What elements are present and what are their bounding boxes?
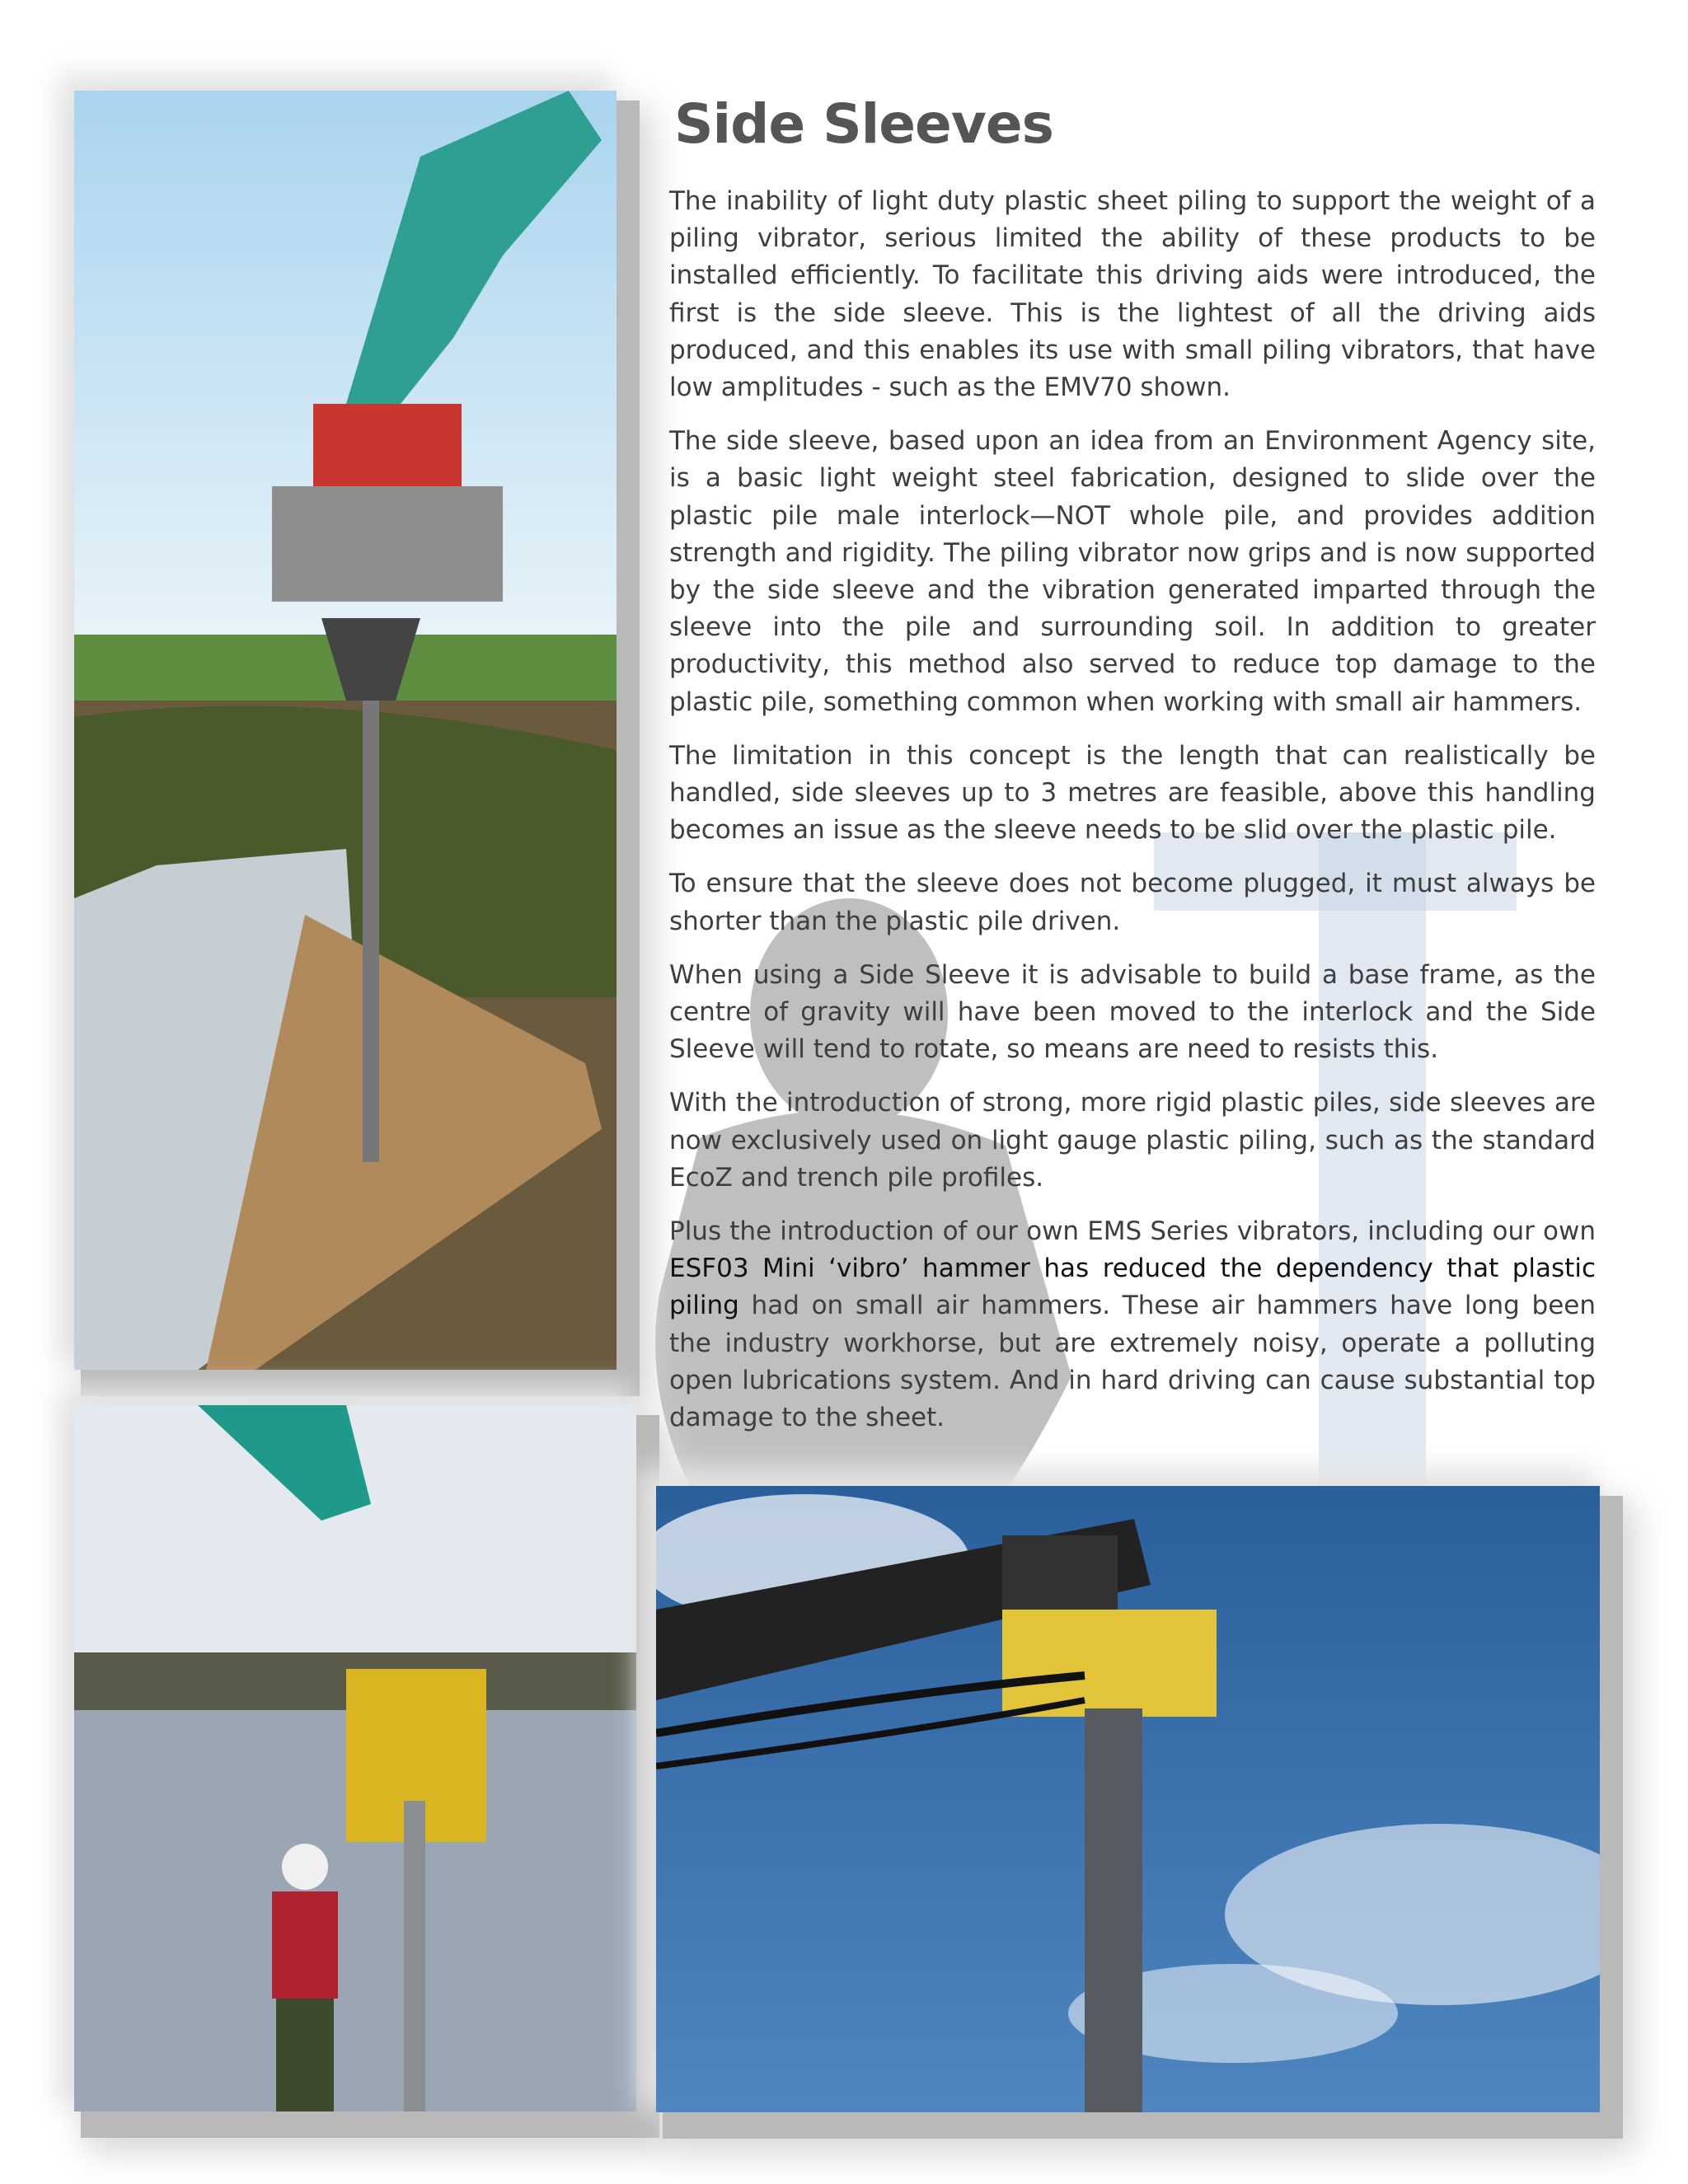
paragraph-4: To ensure that the sleeve does not become plugged, it must always be shorter than the plastic pile driven. — [669, 869, 1596, 936]
paragraph-7-start: Plus the introduction of our own EMS Series vibrators, including our own — [669, 1216, 1596, 1247]
photo-yellow-vibrator-river — [74, 1405, 636, 2111]
paragraph-5: When using a Side Sleeve it is advisable to build a base frame, as the centre of gravity will have been moved to the interlock and the Side Sleeve will tend to rotate, so means are need to resists this. — [669, 959, 1596, 1065]
paragraph-7-end: had on small air hammers. These air hammers have long been the industry workhorse, but are extremely noisy, operate a polluting open lubrications system. And in hard driving can cause substantial top damage to the sheet. — [669, 1291, 1596, 1433]
paragraph-2: The side sleeve, based upon an idea from an Environment Agency site, is a basic light weight steel fabrication, designed to slide over the plastic pile male interlock—NOT whole pile, and provides addition strength and rigidity. The piling vibrator now grips and is now supported by the side sleeve and the vibration generated imparted through the sleeve into the pile and surrounding soil. In addition to greater productivity, this method also served to reduce top damage to the plastic pile, something common when working with small air hammers. — [669, 426, 1596, 717]
page-title: Side Sleeves — [674, 92, 1053, 156]
paragraph-7-highlight: ESF03 Mini ‘vibro’ hammer has reduced the dependency that plastic piling — [669, 1254, 1596, 1321]
paragraph-7 — [669, 1213, 1596, 1436]
paragraph-3: The limitation in this concept is the length that can realistically be handled, side sleeves up to 3 metres are feasible, above this handling becomes an issue as the sleeve needs to be slid over the plastic pile. — [669, 740, 1596, 846]
photo-vibrator-blue-sky — [656, 1486, 1600, 2112]
photo-excavator-vibrator — [74, 91, 617, 1370]
body-text — [669, 183, 1596, 1453]
paragraph-1: The inability of light duty plastic sheet piling to support the weight of a piling vibrator, serious limited the ability of these products to be installed efficiently. To facilitate this driving aids were introduced, the first is the side sleeve. This is the lightest of all the driving aids produced, and this enables its use with small piling vibrators, that have low amplitudes - such as the EMV70 shown. — [669, 186, 1596, 403]
paragraph-6: With the introduction of strong, more rigid plastic piles, side sleeves are now exclusively used on light gauge plastic piling, such as the standard EcoZ and trench pile profiles. — [669, 1088, 1596, 1193]
